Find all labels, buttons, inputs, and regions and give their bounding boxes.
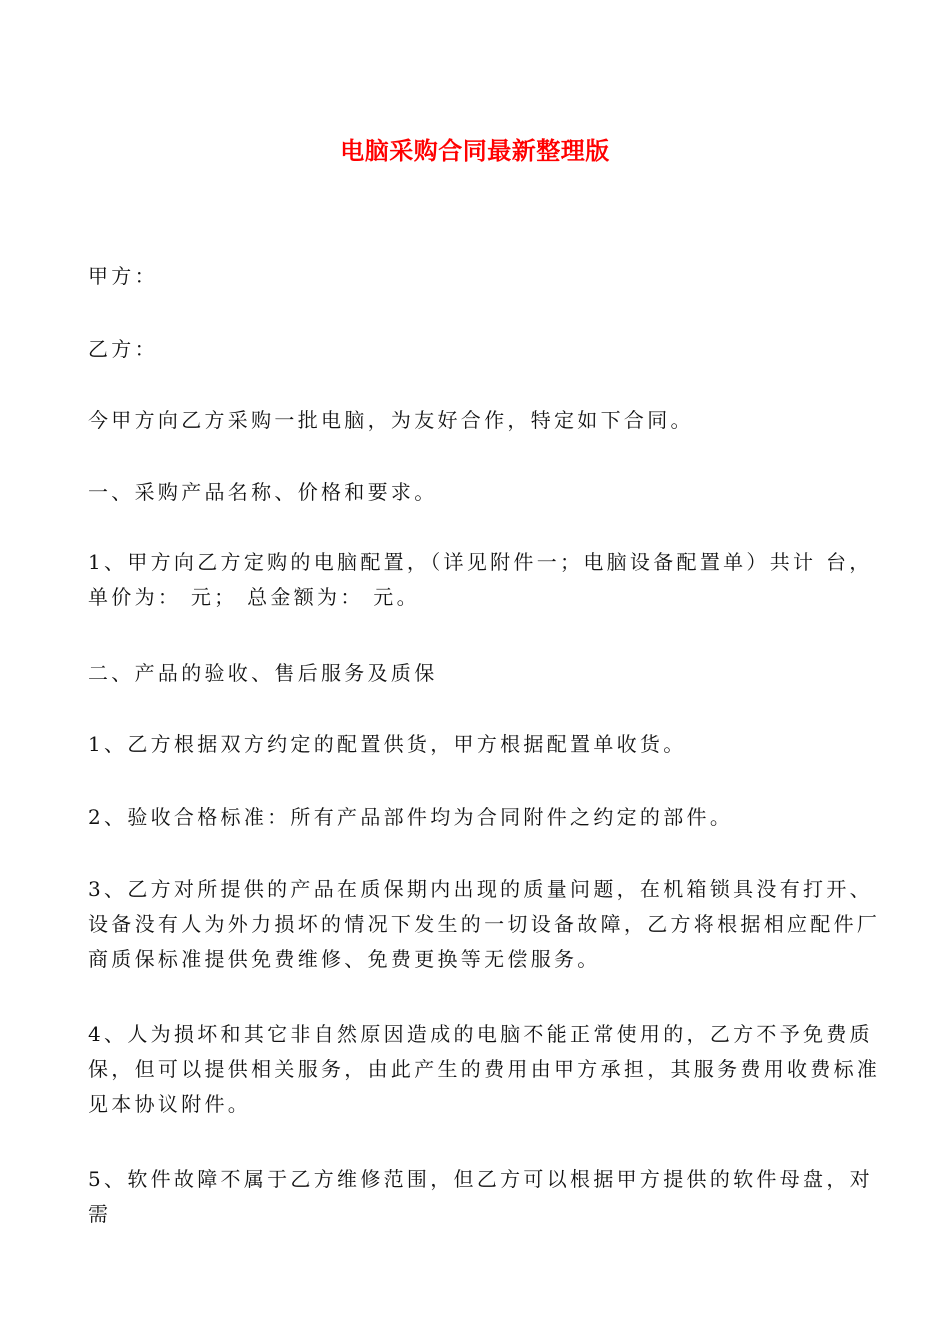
section-1-clause-1: 1、甲方向乙方定购的电脑配置，（详见附件一；电脑设备配置单）共计 台，单价为： 元； 总金额为： 元。 bbox=[88, 550, 873, 609]
document-title: 电脑采购合同最新整理版 bbox=[340, 137, 610, 165]
section-2-clause-4: 4、人为损坏和其它非自然原因造成的电脑不能正常使用的，乙方不予免费质保，但可以提供相关服务，由此产生的费用由甲方承担，其服务费用收费标准见本协议附件。 bbox=[88, 1022, 881, 1116]
party-a-line: 甲方： bbox=[88, 264, 158, 288]
intro-paragraph: 今甲方向乙方采购一批电脑，为友好合作，特定如下合同。 bbox=[88, 408, 694, 432]
party-b-line: 乙方： bbox=[88, 337, 158, 361]
section-2-clause-5: 5、软件故障不属于乙方维修范围，但乙方可以根据甲方提供的软件母盘，对需 bbox=[88, 1167, 873, 1226]
section-1-heading: 一、采购产品名称、价格和要求。 bbox=[88, 480, 438, 504]
section-2-heading: 二、产品的验收、售后服务及质保 bbox=[88, 661, 438, 685]
section-2-clause-2: 2、验收合格标准：所有产品部件均为合同附件之约定的部件。 bbox=[88, 805, 734, 829]
section-2-clause-1: 1、乙方根据双方约定的配置供货，甲方根据配置单收货。 bbox=[88, 732, 687, 756]
section-2-clause-3: 3、乙方对所提供的产品在质保期内出现的质量问题，在机箱锁具没有打开、设备没有人为外力损坏的情况下发生的一切设备故障，乙方将根据相应配件厂商质保标准提供免费维修、免费更换等无偿服务。 bbox=[88, 877, 881, 971]
